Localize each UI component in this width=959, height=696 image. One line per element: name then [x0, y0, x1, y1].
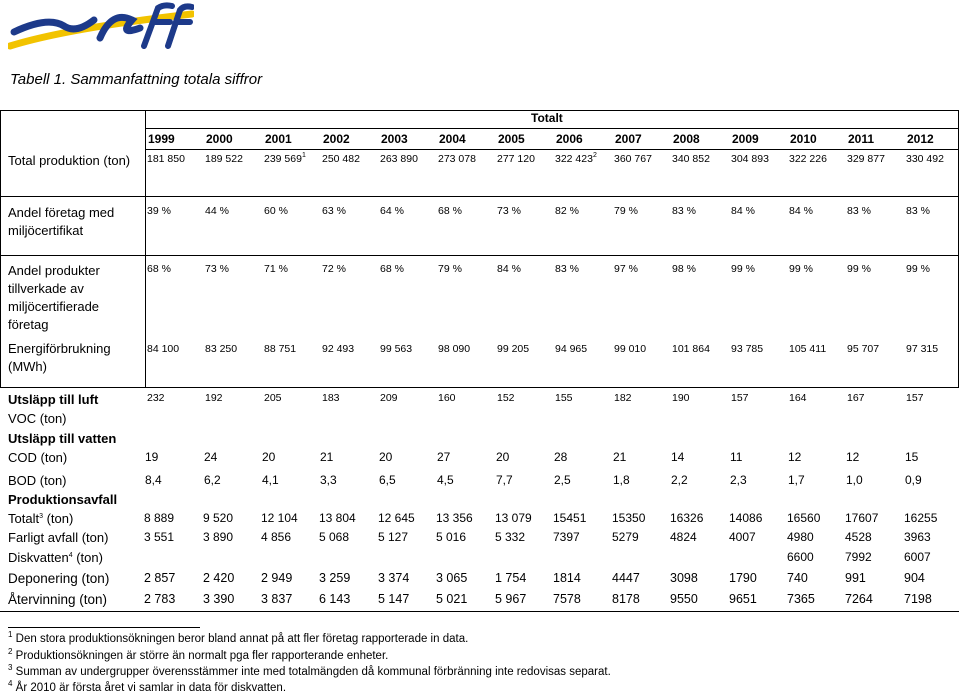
data-cell: 12: [788, 450, 802, 464]
data-cell: 14: [671, 450, 685, 464]
footnote: $^1$ Den stora produktionsökningen beror bland annat på att fler företag rapporterade in data.: [8, 630, 469, 645]
data-cell: 3 259: [319, 571, 351, 585]
data-cell: 98 %: [672, 263, 696, 275]
data-cell: 1,7: [788, 473, 805, 487]
data-cell: 93 785: [731, 343, 764, 355]
data-cell: 84 %: [789, 205, 813, 217]
data-cell: 3 551: [144, 530, 175, 544]
data-cell: 28: [554, 450, 568, 464]
data-cell: 98 090: [438, 343, 471, 355]
data-cell: 11: [730, 450, 743, 464]
row-label: Energiförbrukning (MWh): [8, 341, 111, 374]
year-header: 2002: [323, 132, 350, 146]
year-header: 2001: [265, 132, 292, 146]
data-cell: 6600: [787, 550, 814, 564]
data-cell: 160: [438, 392, 456, 404]
data-cell: 16255: [904, 511, 938, 525]
data-cell: 209: [380, 392, 398, 404]
row-label: COD (ton): [8, 450, 68, 465]
data-cell: 79 %: [438, 263, 462, 275]
data-cell: 6 143: [319, 592, 351, 606]
data-cell: 7397: [553, 530, 580, 544]
section-heading: Produktionsavfall: [8, 492, 118, 507]
data-cell: 20: [496, 450, 510, 464]
table-caption: Tabell 1. Sammanfattning totala siffror: [10, 71, 263, 88]
data-cell: 5 967: [495, 592, 527, 606]
data-cell: 2,5: [554, 473, 571, 487]
header-group-label: Totalt: [531, 111, 563, 125]
table-border: [0, 110, 959, 111]
data-cell: 152: [497, 392, 515, 404]
data-cell: 3963: [904, 530, 931, 544]
data-cell: 7992: [845, 550, 872, 564]
data-cell: 94 965: [555, 343, 588, 355]
data-cell: 9 520: [203, 511, 234, 525]
data-cell: 250 482: [322, 153, 360, 165]
data-cell: 5 016: [436, 530, 467, 544]
footnote: $^3$ Summan av undergrupper överensstämmer inte med totalmängden då kommunal förbränning inte redovisas separat.: [8, 663, 611, 678]
data-cell: 88 751: [264, 343, 297, 355]
data-cell: 17607: [845, 511, 879, 525]
table-border: [145, 149, 959, 150]
row-label: Farligt avfall (ton): [8, 530, 109, 545]
data-cell: 83 250: [205, 343, 238, 355]
data-cell: 99 %: [731, 263, 755, 275]
data-cell: 4 856: [261, 530, 292, 544]
data-cell: 68 %: [438, 205, 462, 217]
data-cell: 205: [264, 392, 282, 404]
data-cell: 39 %: [147, 205, 171, 217]
data-cell: 5 332: [495, 530, 526, 544]
data-cell: 340 852: [672, 153, 710, 165]
data-cell: 83 %: [847, 205, 871, 217]
data-cell: 904: [904, 571, 925, 585]
table-border: [0, 387, 959, 388]
data-cell: 7198: [904, 592, 932, 606]
data-cell: 60 %: [264, 205, 288, 217]
data-cell: 190: [672, 392, 690, 404]
data-cell: 263 890: [380, 153, 418, 165]
data-cell: 19: [145, 450, 159, 464]
data-cell: 2 857: [144, 571, 176, 585]
row-label: Deponering (ton): [8, 571, 110, 586]
data-cell: 97 315: [906, 343, 939, 355]
data-cell: 3 390: [203, 592, 235, 606]
table-border: [0, 110, 1, 387]
table-border: [0, 611, 959, 612]
row-label: Total produktion (ton): [8, 153, 131, 168]
data-cell: 232: [147, 392, 165, 404]
data-cell: 97 %: [614, 263, 638, 275]
data-cell: 83 %: [555, 263, 579, 275]
data-cell: 99 010: [614, 343, 647, 355]
year-header: 2008: [673, 132, 700, 146]
data-cell: 14086: [729, 511, 763, 525]
year-header: 1999: [148, 132, 175, 146]
data-cell: 4007: [729, 530, 756, 544]
row-label: Diskvatten$^4$ (ton): [8, 550, 103, 565]
data-cell: 20: [262, 450, 276, 464]
data-cell: 27: [437, 450, 451, 464]
data-cell: 12 645: [378, 511, 415, 525]
data-cell: 24: [204, 450, 218, 464]
data-cell: 1,8: [613, 473, 630, 487]
year-header: 2004: [439, 132, 466, 146]
data-cell: 84 100: [147, 343, 180, 355]
data-cell: 6,2: [204, 473, 221, 487]
year-header: 2003: [381, 132, 408, 146]
data-cell: 99 563: [380, 343, 413, 355]
data-cell: 3,3: [320, 473, 337, 487]
data-cell: 73 %: [205, 263, 229, 275]
row-label: VOC (ton): [8, 411, 67, 426]
data-cell: 4,1: [262, 473, 279, 487]
data-cell: 8,4: [145, 473, 162, 487]
data-cell: 9651: [729, 592, 757, 606]
data-cell: 6007: [904, 550, 931, 564]
data-cell: 189 522: [205, 153, 243, 165]
data-cell: 12: [846, 450, 860, 464]
data-cell: 83 %: [672, 205, 696, 217]
data-cell: 84 %: [731, 205, 755, 217]
data-cell: 64 %: [380, 205, 404, 217]
table-border: [0, 255, 959, 256]
data-cell: 5 021: [436, 592, 468, 606]
data-cell: 2 420: [203, 571, 235, 585]
data-cell: 304 893: [731, 153, 769, 165]
data-cell: 20: [379, 450, 393, 464]
data-cell: 15: [905, 450, 919, 464]
data-cell: 13 079: [495, 511, 532, 525]
data-cell: 164: [789, 392, 807, 404]
data-cell: 183: [322, 392, 340, 404]
year-header: 2005: [498, 132, 525, 146]
data-cell: 15451: [553, 511, 587, 525]
data-cell: 5 147: [378, 592, 410, 606]
data-cell: 277 120: [497, 153, 535, 165]
data-cell: 44 %: [205, 205, 229, 217]
data-cell: 16560: [787, 511, 821, 525]
data-cell: 157: [731, 392, 749, 404]
data-cell: 3 065: [436, 571, 468, 585]
data-cell: 72 %: [322, 263, 346, 275]
table-border: [0, 196, 959, 197]
footnote-ref: 2: [592, 152, 597, 159]
data-cell: 4528: [845, 530, 872, 544]
footnote-ref: 3: [39, 513, 43, 520]
footnote: $^2$ Produktionsökningen är större än normalt pga fler rapporterande enheter.: [8, 647, 389, 662]
row-label: Andel företag med miljöcertifikat: [8, 205, 115, 238]
data-cell: 21: [613, 450, 627, 464]
row-label: Totalt$^3$ (ton): [8, 511, 74, 526]
data-cell: 1,0: [846, 473, 863, 487]
year-header: 2007: [615, 132, 642, 146]
data-cell: 740: [787, 571, 808, 585]
data-cell: 7264: [845, 592, 873, 606]
data-cell: 4,5: [437, 473, 454, 487]
data-cell: 4824: [670, 530, 697, 544]
data-cell: 155: [555, 392, 573, 404]
data-cell: 0,9: [905, 473, 922, 487]
data-cell: 12 104: [261, 511, 298, 525]
data-cell: 95 707: [847, 343, 880, 355]
data-cell: 7365: [787, 592, 815, 606]
data-cell: 13 356: [436, 511, 473, 525]
data-cell: 2,3: [730, 473, 747, 487]
data-cell: 13 804: [319, 511, 356, 525]
year-header: 2009: [732, 132, 759, 146]
data-cell: 63 %: [322, 205, 346, 217]
data-cell: 84 %: [497, 263, 521, 275]
data-cell: 322 226: [789, 153, 827, 165]
row-label: Andel produkter tillverkade av miljöcertifierade företag: [8, 263, 100, 332]
table-border: [145, 128, 959, 129]
data-cell: 157: [906, 392, 924, 404]
data-cell: 6,5: [379, 473, 396, 487]
data-cell: 68 %: [147, 263, 171, 275]
footnote-ref: 4: [68, 552, 73, 559]
data-cell: 79 %: [614, 205, 638, 217]
data-cell: 991: [845, 571, 866, 585]
data-cell: 2 949: [261, 571, 293, 585]
data-cell: 99 %: [789, 263, 813, 275]
year-header: 2006: [556, 132, 583, 146]
data-cell: 3 837: [261, 592, 293, 606]
year-header: 2011: [848, 132, 875, 146]
svefi-logo: [8, 2, 194, 54]
data-cell: 8178: [612, 592, 640, 606]
data-cell: 167: [847, 392, 865, 404]
row-label: Återvinning (ton): [8, 592, 108, 607]
data-cell: 99 %: [847, 263, 871, 275]
data-cell: 1814: [553, 571, 581, 585]
data-cell: 105 411: [789, 343, 827, 355]
data-cell: 2,2: [671, 473, 688, 487]
data-cell: 71 %: [264, 263, 288, 275]
data-cell: 330 492: [906, 153, 944, 165]
data-cell: 239 $569^1$: [264, 152, 306, 165]
data-cell: 8 889: [144, 511, 175, 525]
section-heading: Utsläpp till vatten: [8, 431, 117, 446]
data-cell: 3098: [670, 571, 698, 585]
data-cell: 3 890: [203, 530, 234, 544]
data-cell: 73 %: [497, 205, 521, 217]
footnote-divider: [8, 627, 200, 628]
data-cell: 181 850: [147, 153, 185, 165]
data-cell: 3 374: [378, 571, 410, 585]
data-cell: 15350: [612, 511, 646, 525]
data-cell: 7,7: [496, 473, 513, 487]
data-cell: 83 %: [906, 205, 930, 217]
data-cell: 273 078: [438, 153, 476, 165]
data-cell: 101 864: [672, 343, 710, 355]
year-header: 2010: [790, 132, 817, 146]
data-cell: 360 767: [614, 153, 652, 165]
data-cell: 99 205: [497, 343, 530, 355]
data-cell: 192: [205, 392, 223, 404]
data-cell: 4980: [787, 530, 814, 544]
data-cell: 182: [614, 392, 632, 404]
data-cell: 68 %: [380, 263, 404, 275]
data-cell: 99 %: [906, 263, 930, 275]
data-cell: 16326: [670, 511, 704, 525]
footnote-ref: 1: [301, 152, 306, 159]
data-cell: 5 127: [378, 530, 409, 544]
data-cell: 9550: [670, 592, 698, 606]
data-cell: 322 $423^2$: [555, 152, 597, 165]
data-cell: 82 %: [555, 205, 579, 217]
section-heading: Utsläpp till luft: [8, 392, 99, 407]
data-cell: 92 493: [322, 343, 355, 355]
data-cell: 5 068: [319, 530, 350, 544]
data-cell: 1 754: [495, 571, 527, 585]
data-cell: 21: [320, 450, 334, 464]
footnote: $^4$ År 2010 är första året vi samlar in data för diskvatten.: [8, 679, 287, 694]
row-label: BOD (ton): [8, 473, 67, 488]
table-border: [145, 110, 146, 387]
data-cell: 7578: [553, 592, 581, 606]
data-cell: 329 877: [847, 153, 885, 165]
data-cell: 4447: [612, 571, 640, 585]
data-cell: 5279: [612, 530, 639, 544]
year-header: 2012: [907, 132, 934, 146]
data-cell: 1790: [729, 571, 757, 585]
data-cell: 2 783: [144, 592, 176, 606]
year-header: 2000: [206, 132, 233, 146]
